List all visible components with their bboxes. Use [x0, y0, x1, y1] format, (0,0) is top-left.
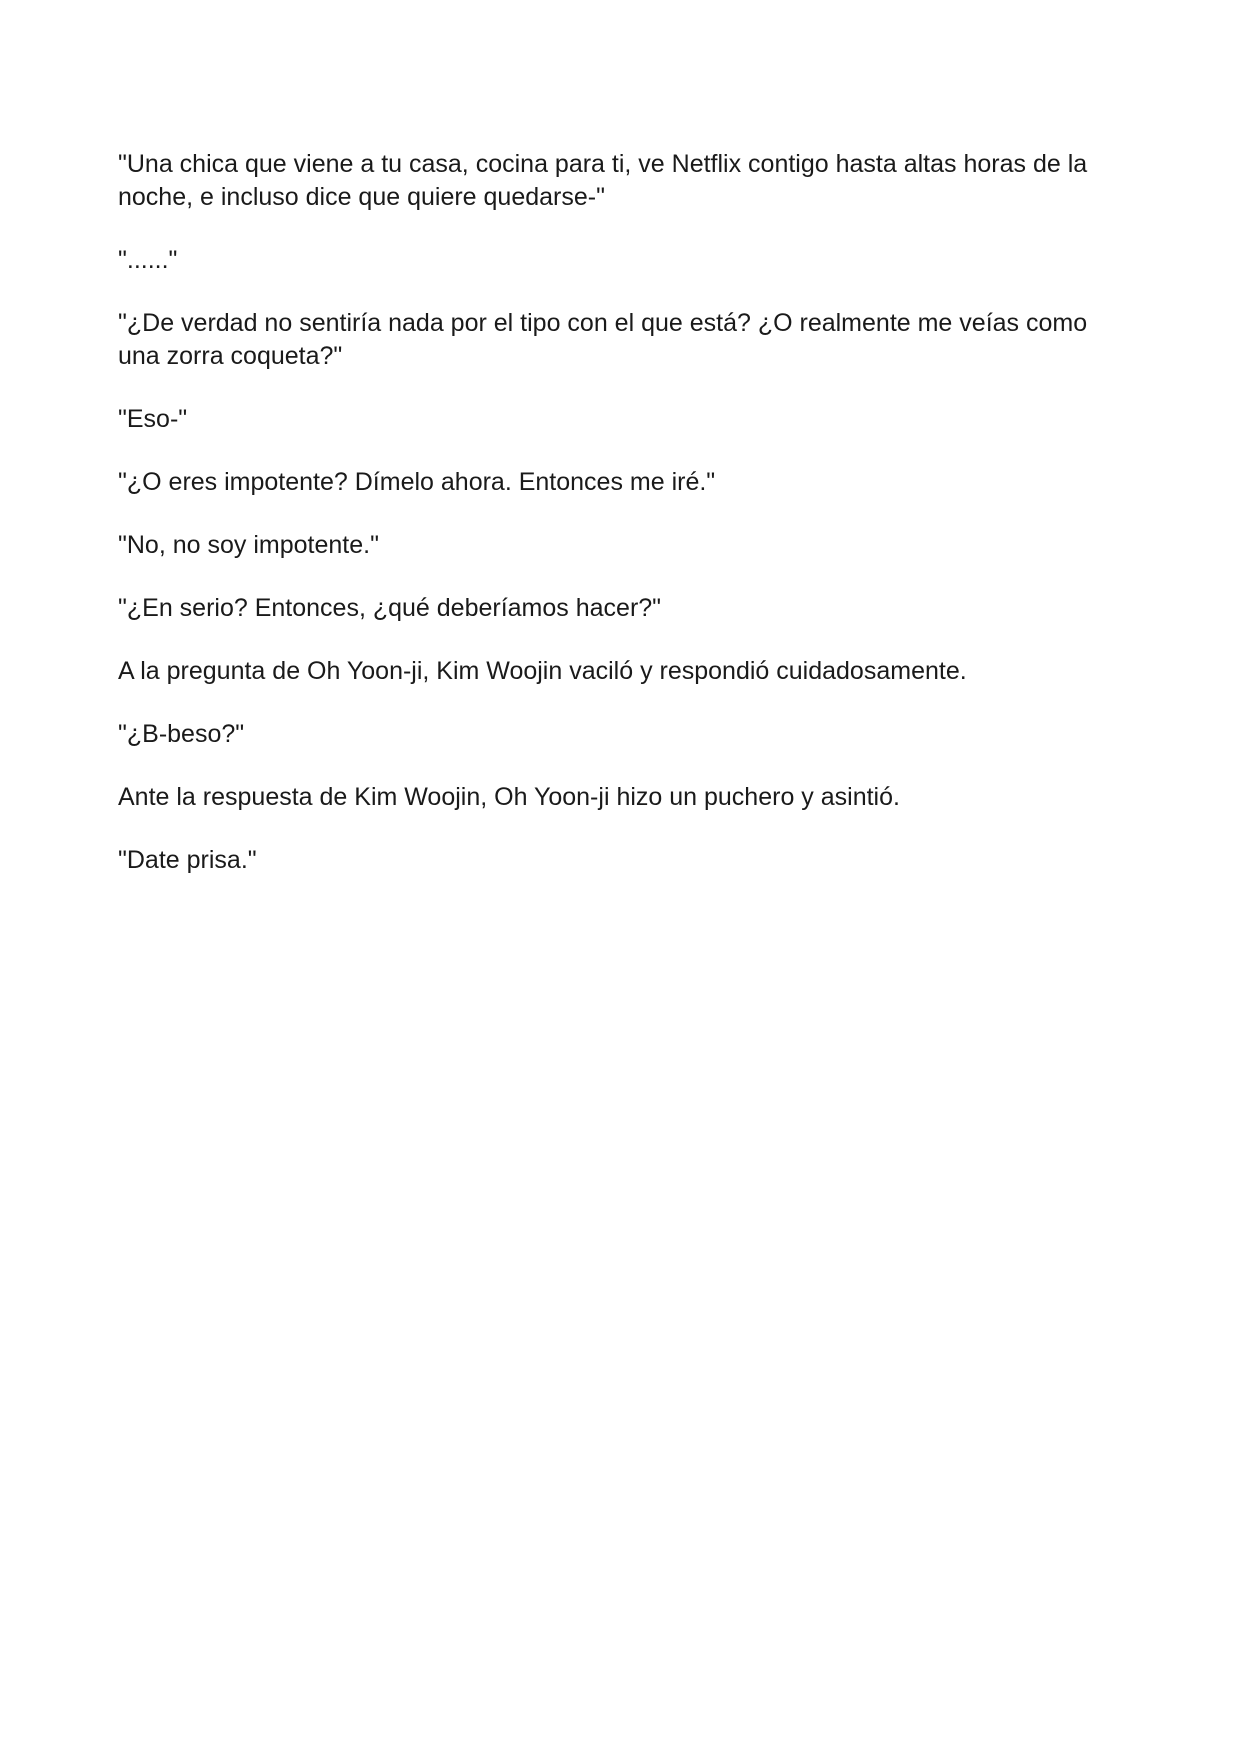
paragraph-4: "Eso-": [118, 405, 188, 433]
paragraph-7: "¿En serio? Entonces, ¿qué deberíamos hacer?": [118, 594, 662, 622]
paragraph-1: "Una chica que viene a tu casa, cocina para ti, ve Netflix contigo hasta altas horas de la noche, e incluso dice que quiere quedarse-": [118, 150, 1088, 211]
paragraph-9: "¿B-beso?": [118, 720, 245, 748]
paragraph-6: "No, no soy impotente.": [118, 531, 379, 559]
paragraph-10: Ante la respuesta de Kim Woojin, Oh Yoon-ji hizo un puchero y asintió.: [118, 783, 900, 811]
paragraph-3: "¿De verdad no sentiría nada por el tipo con el que está? ¿O realmente me veías como una zorra coqueta?": [118, 309, 1088, 370]
paragraph-5: "¿O eres impotente? Dímelo ahora. Entonces me iré.": [118, 468, 716, 496]
paragraph-8: A la pregunta de Oh Yoon-ji, Kim Woojin vaciló y respondió cuidadosamente.: [118, 657, 967, 685]
body-text: [118, 148, 1128, 907]
paragraph-2: "......": [118, 246, 178, 274]
paragraph-11: "Date prisa.": [118, 846, 257, 874]
